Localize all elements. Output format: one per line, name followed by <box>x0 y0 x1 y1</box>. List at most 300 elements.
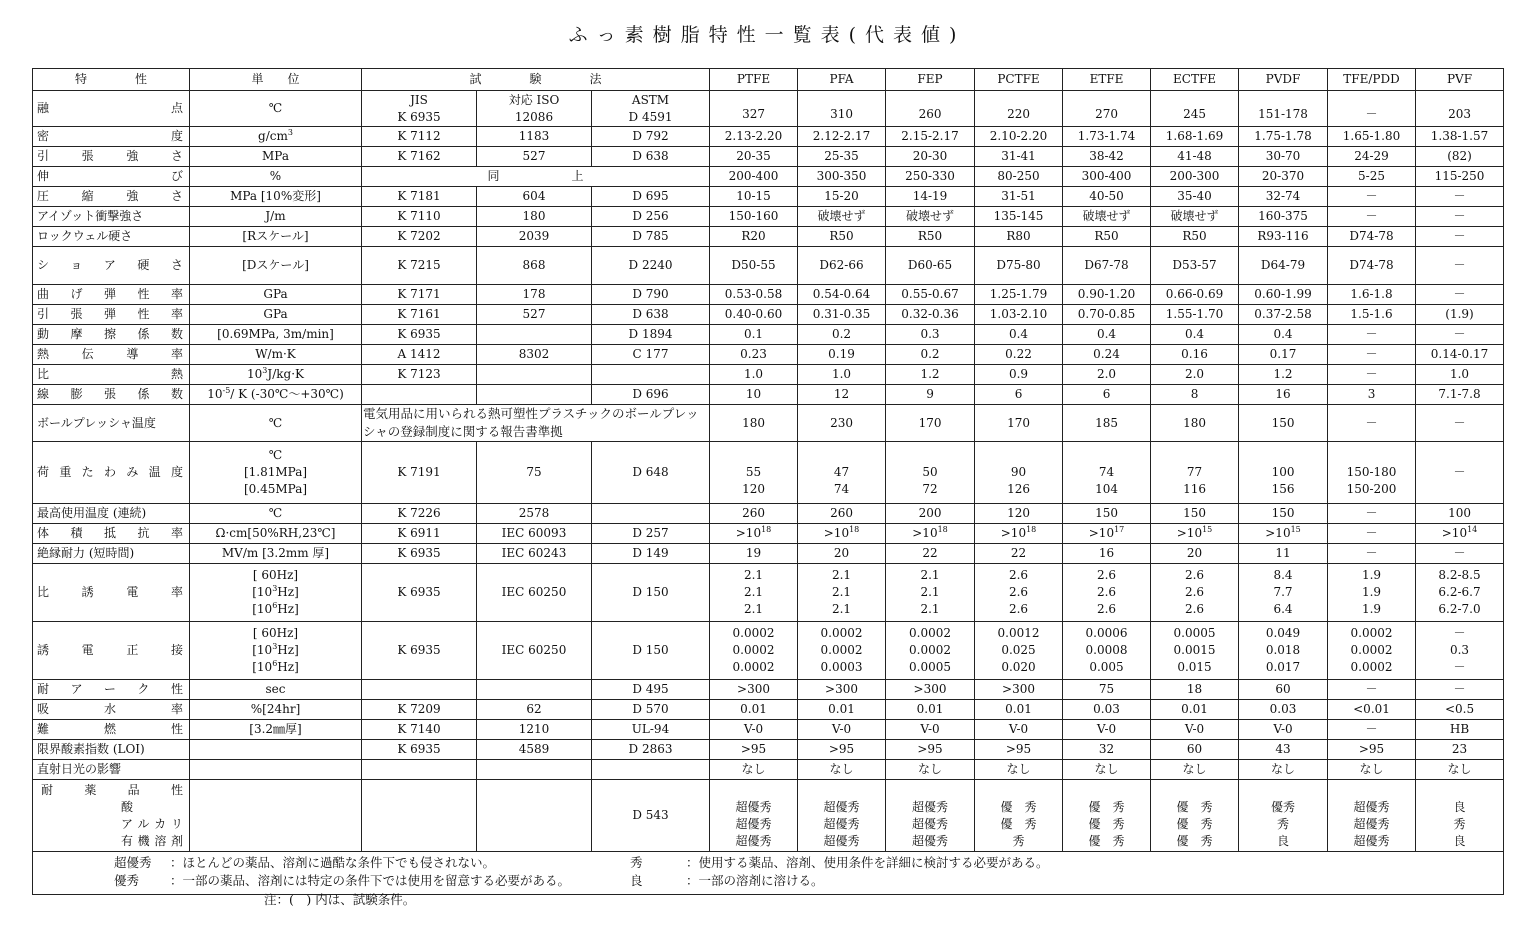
value-cell: 0.2 <box>886 345 975 365</box>
value-cell: 180 <box>1151 405 1239 442</box>
value-cell: 1.55-1.70 <box>1151 305 1239 325</box>
value-cell: － <box>1416 285 1504 305</box>
value-cell: 31-51 <box>975 187 1063 207</box>
astm-cell <box>592 504 710 524</box>
value-cell: <0.01 <box>1328 700 1416 720</box>
value-cell: 2.10-2.20 <box>975 127 1063 147</box>
value-cell: 6 <box>975 385 1063 405</box>
value-cell: － <box>1416 442 1504 504</box>
value-cell: 22 <box>975 544 1063 564</box>
value-cell: なし <box>1151 760 1239 780</box>
table-row <box>33 69 1504 91</box>
value-cell: 優 秀 優 秀 優 秀 <box>1151 780 1239 852</box>
value-cell: 破壊せず <box>1063 207 1151 227</box>
value-cell: 優 秀 優 秀 優 秀 <box>1063 780 1151 852</box>
value-cell: 32 <box>1063 740 1151 760</box>
value-cell: 16 <box>1063 544 1151 564</box>
value-cell: $>10^{15}$ <box>1151 524 1239 544</box>
value-cell: － <box>1328 504 1416 524</box>
value-cell: R93-116 <box>1239 227 1328 247</box>
property-label: 圧縮強さ <box>33 187 190 207</box>
property-label: 耐薬品性 酸 アルカリ 有機溶剤 <box>33 780 190 852</box>
value-cell: 8 <box>1151 385 1239 405</box>
value-cell: 0.4 <box>1239 325 1328 345</box>
jis-cell: K 6935 <box>362 740 477 760</box>
value-cell: D74-78 <box>1328 227 1416 247</box>
unit-cell: sec <box>190 680 362 700</box>
jis-cell <box>362 760 477 780</box>
value-cell: 0.60-1.99 <box>1239 285 1328 305</box>
table-row <box>33 187 1504 207</box>
value-cell: 0.31-0.35 <box>798 305 886 325</box>
value-cell: D64-79 <box>1239 247 1328 285</box>
value-cell: － <box>1416 247 1504 285</box>
value-cell: 1.38-1.57 <box>1416 127 1504 147</box>
unit-cell: ℃ <box>190 504 362 524</box>
astm-cell: ASTM D 4591 <box>592 91 710 127</box>
value-cell: 20 <box>1151 544 1239 564</box>
value-cell: 250-330 <box>886 167 975 187</box>
value-cell: >95 <box>798 740 886 760</box>
value-cell: 8.2-8.5 6.2-6.7 6.2-7.0 <box>1416 564 1504 622</box>
value-cell: 1.68-1.69 <box>1151 127 1239 147</box>
value-cell: － 0.3 － <box>1416 622 1504 680</box>
astm-cell: D 257 <box>592 524 710 544</box>
header-material: FEP <box>886 69 975 91</box>
jis-cell: K 7202 <box>362 227 477 247</box>
value-cell: V-0 <box>1063 720 1151 740</box>
astm-cell: D 256 <box>592 207 710 227</box>
header-material: PVDF <box>1239 69 1328 91</box>
value-cell: D75-80 <box>975 247 1063 285</box>
jis-cell <box>362 385 477 405</box>
value-cell: 5-25 <box>1328 167 1416 187</box>
iso-cell: IEC 60243 <box>477 544 592 564</box>
iso-cell: 527 <box>477 147 592 167</box>
value-cell: 115-250 <box>1416 167 1504 187</box>
value-cell: 327 <box>710 91 798 127</box>
value-cell: 77 116 <box>1151 442 1239 504</box>
value-cell: 170 <box>975 405 1063 442</box>
value-cell: 203 <box>1416 91 1504 127</box>
table-row <box>33 852 1504 895</box>
value-cell: 0.1 <box>710 325 798 345</box>
value-cell: <0.5 <box>1416 700 1504 720</box>
value-cell: － <box>1328 325 1416 345</box>
iso-cell: 868 <box>477 247 592 285</box>
value-cell: 19 <box>710 544 798 564</box>
value-cell: 2.1 2.1 2.1 <box>886 564 975 622</box>
value-cell: HB <box>1416 720 1504 740</box>
page-title: ふっ素樹脂特性一覧表(代表値) <box>568 24 966 46</box>
table-row <box>33 680 1504 700</box>
astm-cell: C 177 <box>592 345 710 365</box>
jis-cell: K 7209 <box>362 700 477 720</box>
astm-cell: D 638 <box>592 147 710 167</box>
value-cell: 170 <box>886 405 975 442</box>
jis-cell: K 6935 <box>362 564 477 622</box>
value-cell: 1.2 <box>886 365 975 385</box>
value-cell: 0.2 <box>798 325 886 345</box>
iso-cell: 8302 <box>477 345 592 365</box>
value-cell: R80 <box>975 227 1063 247</box>
value-cell: 0.0012 0.025 0.020 <box>975 622 1063 680</box>
astm-cell: D 695 <box>592 187 710 207</box>
jis-cell: K 6935 <box>362 544 477 564</box>
value-cell: V-0 <box>975 720 1063 740</box>
value-cell: >300 <box>710 680 798 700</box>
jis-cell: K 6935 <box>362 622 477 680</box>
value-cell: 超優秀 超優秀 超優秀 <box>798 780 886 852</box>
jis-cell: K 7110 <box>362 207 477 227</box>
table-row <box>33 700 1504 720</box>
value-cell: 150 <box>1239 405 1328 442</box>
value-cell: 23 <box>1416 740 1504 760</box>
table-row <box>33 325 1504 345</box>
value-cell: なし <box>886 760 975 780</box>
value-cell: R50 <box>1063 227 1151 247</box>
iso-cell: IEC 60093 <box>477 524 592 544</box>
unit-cell: W/m·K <box>190 345 362 365</box>
value-cell: 15-20 <box>798 187 886 207</box>
value-cell: 47 74 <box>798 442 886 504</box>
value-cell: なし <box>1328 760 1416 780</box>
table-row <box>33 127 1504 147</box>
value-cell: 151-178 <box>1239 91 1328 127</box>
jis-cell <box>362 780 477 852</box>
value-cell: － <box>1416 227 1504 247</box>
value-cell: 2.15-2.17 <box>886 127 975 147</box>
iso-cell: 1210 <box>477 720 592 740</box>
astm-cell: D 149 <box>592 544 710 564</box>
property-label: 曲げ弾性率 <box>33 285 190 305</box>
value-cell: 2.0 <box>1063 365 1151 385</box>
unit-cell: MV/m [3.2mm 厚] <box>190 544 362 564</box>
value-cell: 50 72 <box>886 442 975 504</box>
value-cell: 16 <box>1239 385 1328 405</box>
jis-cell: K 7140 <box>362 720 477 740</box>
value-cell: 0.4 <box>1151 325 1239 345</box>
value-cell: 41-48 <box>1151 147 1239 167</box>
value-cell: 300-350 <box>798 167 886 187</box>
header-method: 試 験 法 <box>362 69 710 91</box>
value-cell: 0.049 0.018 0.017 <box>1239 622 1328 680</box>
property-label: 引張強さ <box>33 147 190 167</box>
value-cell: 1.0 <box>710 365 798 385</box>
header-material: ECTFE <box>1151 69 1239 91</box>
jis-cell: K 7123 <box>362 365 477 385</box>
unit-cell: [ 60Hz] $[10^3Hz]$ $[10^6Hz]$ <box>190 622 362 680</box>
property-label: 動摩擦係数 <box>33 325 190 345</box>
value-cell: 8.4 7.7 6.4 <box>1239 564 1328 622</box>
header-material: PVF <box>1416 69 1504 91</box>
value-cell: >95 <box>710 740 798 760</box>
value-cell: 0.01 <box>798 700 886 720</box>
iso-cell <box>477 780 592 852</box>
value-cell: 7.1-7.8 <box>1416 385 1504 405</box>
property-label: 難燃性 <box>33 720 190 740</box>
value-cell: － <box>1328 187 1416 207</box>
unit-cell: $10^3J/kg\cdot K$ <box>190 365 362 385</box>
astm-cell: D 150 <box>592 622 710 680</box>
table-row <box>33 544 1504 564</box>
value-cell: 74 104 <box>1063 442 1151 504</box>
value-cell: 破壊せず <box>886 207 975 227</box>
value-cell: (1.9) <box>1416 305 1504 325</box>
value-cell: 200 <box>886 504 975 524</box>
iso-cell: 62 <box>477 700 592 720</box>
jis-cell: K 7191 <box>362 442 477 504</box>
value-cell: 260 <box>710 504 798 524</box>
table-row <box>33 740 1504 760</box>
value-cell: 160-375 <box>1239 207 1328 227</box>
jis-cell: K 7112 <box>362 127 477 147</box>
value-cell: D62-66 <box>798 247 886 285</box>
value-cell: 2.6 2.6 2.6 <box>975 564 1063 622</box>
value-cell: 1.73-1.74 <box>1063 127 1151 147</box>
value-cell: 230 <box>798 405 886 442</box>
value-cell: 優秀 秀 良 <box>1239 780 1328 852</box>
legend-cell: 超優秀 ：ほとんどの薬品、溶剤に過酷な条件下でも侵されない。 秀 ：使用する薬品、溶剤、使用条件を詳細に検討する必要がある。 優秀 ：一部の薬品、溶剤には特定の条件下では使用を留意する必要がある。 良 ：一部の溶剤に溶ける。 <box>33 852 1504 895</box>
property-label: 絶縁耐力 (短時間) <box>33 544 190 564</box>
value-cell: 1.5-1.6 <box>1328 305 1416 325</box>
value-cell: 0.70-0.85 <box>1063 305 1151 325</box>
value-cell: 0.24 <box>1063 345 1151 365</box>
jis-cell: K 6911 <box>362 524 477 544</box>
value-cell: V-0 <box>886 720 975 740</box>
value-cell: 310 <box>798 91 886 127</box>
value-cell: 270 <box>1063 91 1151 127</box>
value-cell: 100 156 <box>1239 442 1328 504</box>
value-cell: 0.03 <box>1239 700 1328 720</box>
astm-cell: D 1894 <box>592 325 710 345</box>
property-label: 比誘電率 <box>33 564 190 622</box>
value-cell: － <box>1416 680 1504 700</box>
jis-cell: K 7226 <box>362 504 477 524</box>
value-cell: 0.0002 0.0002 0.0002 <box>1328 622 1416 680</box>
value-cell: なし <box>1063 760 1151 780</box>
property-label: 伸び <box>33 167 190 187</box>
value-cell: 31-41 <box>975 147 1063 167</box>
astm-cell: D 570 <box>592 700 710 720</box>
value-cell: 35-40 <box>1151 187 1239 207</box>
property-label: ショア硬さ <box>33 247 190 285</box>
value-cell: － <box>1416 325 1504 345</box>
value-cell: － <box>1416 405 1504 442</box>
value-cell: 0.3 <box>886 325 975 345</box>
value-cell: 破壊せず <box>1151 207 1239 227</box>
value-cell: なし <box>1239 760 1328 780</box>
value-cell: 11 <box>1239 544 1328 564</box>
value-cell: 2.0 <box>1151 365 1239 385</box>
property-label: 最高使用温度 (連続) <box>33 504 190 524</box>
value-cell: 超優秀 超優秀 超優秀 <box>886 780 975 852</box>
value-cell: 1.65-1.80 <box>1328 127 1416 147</box>
property-label: アイゾット衝撃強さ <box>33 207 190 227</box>
astm-cell: D 696 <box>592 385 710 405</box>
iso-cell: 1183 <box>477 127 592 147</box>
value-cell: 43 <box>1239 740 1328 760</box>
value-cell: 0.01 <box>1151 700 1239 720</box>
value-cell: D67-78 <box>1063 247 1151 285</box>
value-cell: 90 126 <box>975 442 1063 504</box>
value-cell: 超優秀 超優秀 超優秀 <box>1328 780 1416 852</box>
value-cell: 0.0002 0.0002 0.0005 <box>886 622 975 680</box>
property-label: 融 点 <box>33 91 190 127</box>
table-row <box>33 167 1504 187</box>
table-row <box>33 504 1504 524</box>
value-cell: なし <box>1416 760 1504 780</box>
value-cell: V-0 <box>1151 720 1239 740</box>
value-cell: D74-78 <box>1328 247 1416 285</box>
table-row <box>33 227 1504 247</box>
value-cell: 0.16 <box>1151 345 1239 365</box>
value-cell: >95 <box>975 740 1063 760</box>
footnote: 注：( ) 内は、試験条件。 <box>264 892 416 907</box>
value-cell: 0.14-0.17 <box>1416 345 1504 365</box>
value-cell: － <box>1328 720 1416 740</box>
value-cell: 180 <box>710 405 798 442</box>
jis-cell: A 1412 <box>362 345 477 365</box>
value-cell: － <box>1328 524 1416 544</box>
unit-cell: $g/cm^3$ <box>190 127 362 147</box>
property-label: ロックウェル硬さ <box>33 227 190 247</box>
header-material: TFE/PDD <box>1328 69 1416 91</box>
astm-cell: D 150 <box>592 564 710 622</box>
value-cell: $>10^{18}$ <box>975 524 1063 544</box>
value-cell: 0.54-0.64 <box>798 285 886 305</box>
value-cell: 135-145 <box>975 207 1063 227</box>
value-cell: 3 <box>1328 385 1416 405</box>
property-label: 荷重たわみ温度 <box>33 442 190 504</box>
property-label: 耐アーク性 <box>33 680 190 700</box>
property-label: 線膨張係数 <box>33 385 190 405</box>
value-cell: 6 <box>1063 385 1151 405</box>
unit-cell: [3.2㎜厚] <box>190 720 362 740</box>
value-cell: なし <box>798 760 886 780</box>
value-cell: D60-65 <box>886 247 975 285</box>
value-cell: >95 <box>886 740 975 760</box>
value-cell: 200-300 <box>1151 167 1239 187</box>
value-cell: － <box>1416 187 1504 207</box>
value-cell: V-0 <box>1239 720 1328 740</box>
value-cell: 1.9 1.9 1.9 <box>1328 564 1416 622</box>
value-cell: 20-370 <box>1239 167 1328 187</box>
value-cell: (82) <box>1416 147 1504 167</box>
header-unit: 単 位 <box>190 69 362 91</box>
value-cell: 75 <box>1063 680 1151 700</box>
value-cell: >300 <box>798 680 886 700</box>
value-cell: 0.01 <box>710 700 798 720</box>
value-cell: － <box>1328 365 1416 385</box>
value-cell: 0.4 <box>1063 325 1151 345</box>
unit-cell: J/m <box>190 207 362 227</box>
table-row <box>33 405 1504 442</box>
value-cell: $>10^{18}$ <box>886 524 975 544</box>
value-cell: 2.12-2.17 <box>798 127 886 147</box>
value-cell: >300 <box>975 680 1063 700</box>
unit-cell: GPa <box>190 285 362 305</box>
unit-cell: ℃ <box>190 91 362 127</box>
value-cell: なし <box>975 760 1063 780</box>
value-cell: 24-29 <box>1328 147 1416 167</box>
iso-cell <box>477 365 592 385</box>
value-cell: 0.0005 0.0015 0.015 <box>1151 622 1239 680</box>
unit-cell: MPa <box>190 147 362 167</box>
value-cell: $>10^{15}$ <box>1239 524 1328 544</box>
value-cell: 0.23 <box>710 345 798 365</box>
value-cell: － <box>1328 207 1416 227</box>
value-cell: 0.37-2.58 <box>1239 305 1328 325</box>
value-cell: 120 <box>975 504 1063 524</box>
unit-cell: ℃ [1.81MPa] [0.45MPa] <box>190 442 362 504</box>
value-cell: 破壊せず <box>798 207 886 227</box>
value-cell: － <box>1416 207 1504 227</box>
iso-cell: 2039 <box>477 227 592 247</box>
property-label: 熱伝導率 <box>33 345 190 365</box>
value-cell: 良 秀 良 <box>1416 780 1504 852</box>
value-cell: R50 <box>798 227 886 247</box>
value-cell: － <box>1328 91 1416 127</box>
jis-cell: K 7215 <box>362 247 477 285</box>
value-cell: 12 <box>798 385 886 405</box>
value-cell: >95 <box>1328 740 1416 760</box>
astm-cell: D 790 <box>592 285 710 305</box>
value-cell: 260 <box>886 91 975 127</box>
astm-cell: D 648 <box>592 442 710 504</box>
value-cell: 80-250 <box>975 167 1063 187</box>
value-cell: V-0 <box>710 720 798 740</box>
iso-cell <box>477 385 592 405</box>
value-cell: 200-400 <box>710 167 798 187</box>
property-label: 密 度 <box>33 127 190 147</box>
value-cell: 1.03-2.10 <box>975 305 1063 325</box>
value-cell: 38-42 <box>1063 147 1151 167</box>
value-cell: $>10^{18}$ <box>798 524 886 544</box>
iso-cell: 527 <box>477 305 592 325</box>
property-label: 比熱 <box>33 365 190 385</box>
value-cell: 0.01 <box>886 700 975 720</box>
value-cell: 0.19 <box>798 345 886 365</box>
value-cell: 32-74 <box>1239 187 1328 207</box>
astm-cell: D 638 <box>592 305 710 325</box>
value-cell: 150-180 150-200 <box>1328 442 1416 504</box>
unit-cell: [Dスケール] <box>190 247 362 285</box>
value-cell: 0.55-0.67 <box>886 285 975 305</box>
value-cell: 55 120 <box>710 442 798 504</box>
value-cell: D50-55 <box>710 247 798 285</box>
value-cell: 20 <box>798 544 886 564</box>
table-row <box>33 720 1504 740</box>
iso-cell: 180 <box>477 207 592 227</box>
value-cell: $>10^{14}$ <box>1416 524 1504 544</box>
value-cell: 0.17 <box>1239 345 1328 365</box>
table-row <box>33 305 1504 325</box>
value-cell: 300-400 <box>1063 167 1151 187</box>
value-cell: 0.53-0.58 <box>710 285 798 305</box>
value-cell: R50 <box>1151 227 1239 247</box>
unit-cell: MPa [10%変形] <box>190 187 362 207</box>
unit-cell <box>190 760 362 780</box>
value-cell: 245 <box>1151 91 1239 127</box>
value-cell: 超優秀 超優秀 超優秀 <box>710 780 798 852</box>
iso-cell: IEC 60250 <box>477 622 592 680</box>
header-material: PFA <box>798 69 886 91</box>
value-cell: 0.9 <box>975 365 1063 385</box>
iso-cell: IEC 60250 <box>477 564 592 622</box>
value-cell: 0.40-0.60 <box>710 305 798 325</box>
header-property: 特 性 <box>33 69 190 91</box>
